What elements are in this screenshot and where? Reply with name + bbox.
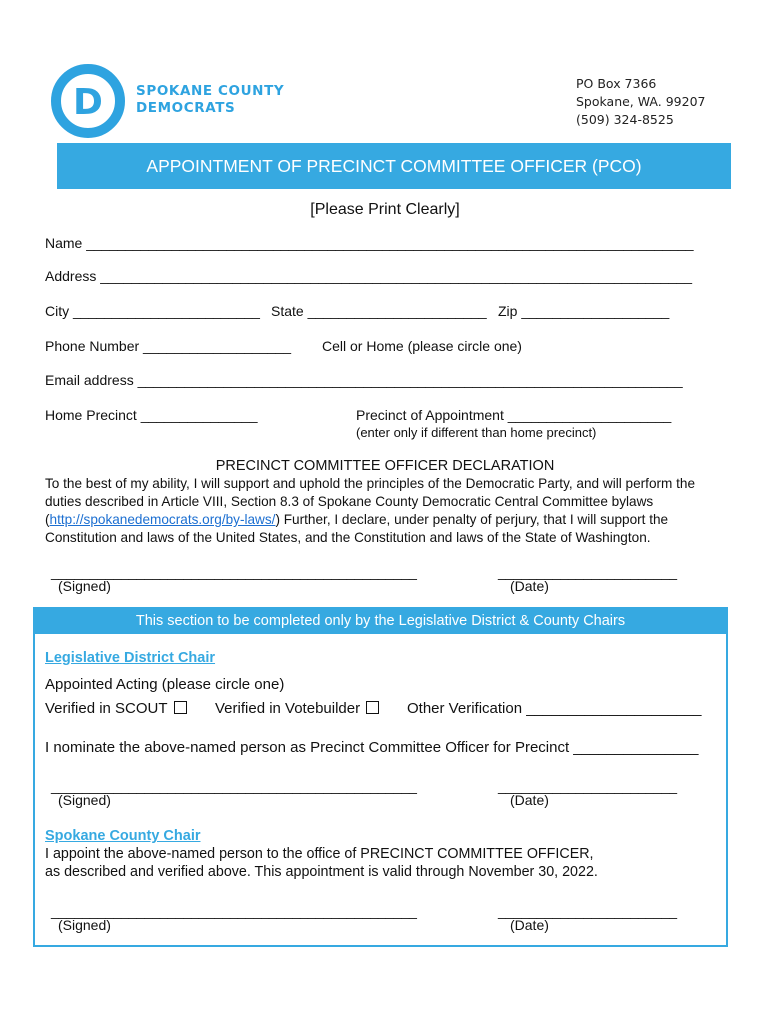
precinct-note: (enter only if different than home precinct) bbox=[356, 425, 597, 440]
county-date-line[interactable]: _______________________ bbox=[498, 903, 678, 919]
address-line1: PO Box 7366 bbox=[576, 76, 657, 91]
cell-or-home-choice[interactable]: Cell or Home (please circle one) bbox=[322, 338, 522, 354]
applicant-signed-label: (Signed) bbox=[58, 578, 111, 594]
county-chair-title: Spokane County Chair bbox=[45, 828, 201, 844]
ld-date-label: (Date) bbox=[510, 792, 549, 808]
address-line3: (509) 324-8525 bbox=[576, 112, 674, 127]
applicant-signature-line[interactable]: _______________________________________________ bbox=[51, 564, 417, 580]
ld-chair-title: Legislative District Chair bbox=[45, 650, 216, 666]
applicant-date-label: (Date) bbox=[510, 578, 549, 594]
form-subtitle: [Please Print Clearly] bbox=[310, 201, 460, 218]
verified-votebuilder[interactable]: Verified in Votebuilder bbox=[215, 700, 379, 717]
form-title: APPOINTMENT OF PRECINCT COMMITTEE OFFICER (PCO) bbox=[146, 155, 642, 176]
org-name-line2: DEMOCRATS bbox=[136, 100, 236, 116]
ld-signed-label: (Signed) bbox=[58, 792, 111, 808]
other-verification-field[interactable]: Other Verification _____________________ bbox=[407, 700, 702, 717]
precinct-of-appointment-field[interactable]: Precinct of Appointment _____________________ bbox=[356, 407, 672, 423]
verified-scout[interactable]: Verified in SCOUT bbox=[45, 700, 187, 717]
state-field[interactable]: State _______________________ bbox=[271, 303, 487, 319]
address-field[interactable]: Address ____________________________________________________________________________ bbox=[45, 268, 692, 284]
address-line2: Spokane, WA. 99207 bbox=[576, 94, 706, 109]
appoint-text-line1: I appoint the above-named person to the office of PRECINCT COMMITTEE OFFICER, bbox=[45, 846, 594, 862]
org-name bbox=[136, 83, 284, 117]
county-signed-label: (Signed) bbox=[58, 917, 111, 933]
logo-d-icon bbox=[50, 63, 126, 139]
name-field[interactable]: Name ______________________________________________________________________________ bbox=[45, 235, 694, 251]
bylaws-link[interactable]: http://spokanedemocrats.org/by-laws/ bbox=[49, 512, 276, 527]
email-field[interactable]: Email address ______________________________________________________________________ bbox=[45, 372, 683, 388]
phone-field[interactable]: Phone Number ___________________ bbox=[45, 338, 291, 354]
home-precinct-field[interactable]: Home Precinct _______________ bbox=[45, 407, 258, 423]
form-title-banner bbox=[57, 143, 731, 189]
org-name-line1: SPOKANE COUNTY bbox=[136, 83, 285, 99]
declaration-text: To the best of my ability, I will support and uphold the principles of the Democratic Party, and will perform the duties described in Article VIII, Section 8.3 of Spokane County Democratic Central Committee bylaws (http://spokanedemocrats.org/by-laws/) Further, I declare, under penalty of perjury, that I will support the Constitution and laws of the United States, and the Constitution and laws of the State of Washington. bbox=[45, 476, 696, 545]
org-address bbox=[576, 75, 705, 129]
county-signature-line[interactable]: _______________________________________________ bbox=[51, 903, 417, 919]
county-date-label: (Date) bbox=[510, 917, 549, 933]
ld-date-line[interactable]: _______________________ bbox=[498, 778, 678, 794]
ld-signature-line[interactable]: _______________________________________________ bbox=[51, 778, 417, 794]
votebuilder-checkbox[interactable] bbox=[366, 701, 379, 714]
city-field[interactable]: City ________________________ bbox=[45, 303, 260, 319]
chairs-section-heading: This section to be completed only by the Legislative District & County Chairs bbox=[33, 607, 728, 634]
nominate-precinct-field[interactable]: I nominate the above-named person as Precinct Committee Officer for Precinct _______________ bbox=[45, 739, 699, 756]
zip-field[interactable]: Zip ___________________ bbox=[498, 303, 670, 319]
declaration-heading: PRECINCT COMMITTEE OFFICER DECLARATION bbox=[215, 458, 555, 474]
svg-text:D: D bbox=[73, 82, 103, 123]
org-logo bbox=[50, 63, 290, 139]
appointed-acting-choice[interactable]: Appointed Acting (please circle one) bbox=[45, 676, 285, 693]
appoint-text-line2: as described and verified above. This appointment is valid through November 30, 2022. bbox=[45, 864, 598, 880]
applicant-date-line[interactable]: _______________________ bbox=[498, 564, 678, 580]
scout-checkbox[interactable] bbox=[174, 701, 187, 714]
